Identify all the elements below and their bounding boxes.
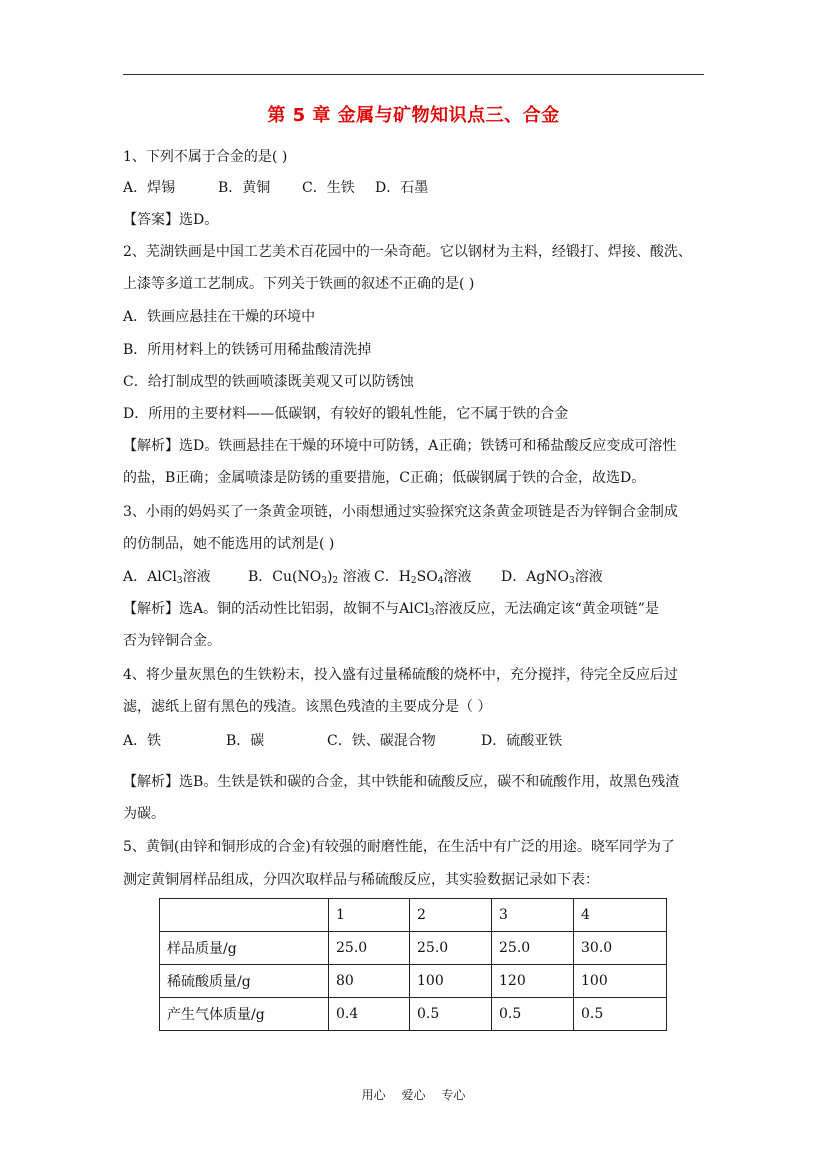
q3-option-d: D．AgNO$_3$溶液 bbox=[501, 569, 603, 586]
q1-option-d: D．石墨 bbox=[375, 180, 429, 196]
q3-option-b: B．$Cu(NO_3)_2$ 溶液 bbox=[248, 569, 371, 586]
table-cell: 样品质量/g bbox=[160, 932, 329, 965]
q2-stem-line2: 上漆等多道工艺制成。下列关于铁画的叙述不正确的是( ) bbox=[123, 276, 475, 292]
table-cell: 25.0 bbox=[492, 932, 574, 965]
footer-text: 爱心 bbox=[401, 1088, 426, 1102]
table-cell: 3 bbox=[492, 899, 574, 932]
table-cell: 120 bbox=[492, 965, 574, 998]
table-cell: 25.0 bbox=[329, 932, 410, 965]
table-cell: 0.4 bbox=[329, 998, 410, 1031]
q4-analysis-line1: 【解析】选B。生铁是铁和碳的合金，其中铁能和硫酸反应，碳不和硫酸作用，故黑色残渣 bbox=[123, 774, 680, 790]
q2-option-b: B．所用材料上的铁锈可用稀盐酸清洗掉 bbox=[123, 342, 372, 358]
q3-option-c: C．$H_2SO_4$溶液 bbox=[374, 569, 472, 586]
q3-analysis-line2: 否为锌铜合金。 bbox=[123, 633, 221, 649]
table-header-row bbox=[160, 899, 667, 932]
experiment-data-table bbox=[159, 898, 667, 1031]
q1-stem: 1、下列不属于合金的是( ) bbox=[123, 149, 288, 165]
q3-options bbox=[123, 568, 723, 586]
table-cell: 产生气体质量/g bbox=[160, 998, 329, 1031]
q3-stem-line1: 3、小雨的妈妈买了一条黄金项链，小雨想通过实验探究这条黄金项链是否为锌铜合金制成 bbox=[123, 504, 678, 520]
table-cell: 100 bbox=[410, 965, 492, 998]
table-cell: 0.5 bbox=[410, 998, 492, 1031]
table-row bbox=[160, 998, 667, 1031]
table-cell: 100 bbox=[574, 965, 667, 998]
q1-options bbox=[123, 179, 723, 197]
page-title: 第 5 章 金属与矿物知识点三、合金 bbox=[267, 105, 560, 126]
page-footer bbox=[0, 1086, 827, 1103]
table-row bbox=[160, 932, 667, 965]
q2-analysis-line2: 的盐，B正确；金属喷漆是防锈的重要措施，C正确；低碳钢属于铁的合金，故选D。 bbox=[123, 470, 646, 486]
q2-option-d: D．所用的主要材料——低碳钢，有较好的锻轧性能，它不属于铁的合金 bbox=[123, 406, 569, 422]
q4-options bbox=[123, 732, 723, 750]
table-cell: 30.0 bbox=[574, 932, 667, 965]
table-cell: 80 bbox=[329, 965, 410, 998]
q4-option-c: C．铁、碳混合物 bbox=[327, 733, 436, 749]
q1-option-b: B．黄铜 bbox=[218, 180, 271, 196]
q3-stem-line2: 的仿制品，她不能选用的试剂是( ) bbox=[123, 536, 335, 552]
q1-option-c: C．生铁 bbox=[302, 180, 355, 196]
footer-text: 专心 bbox=[441, 1088, 466, 1102]
q4-option-d: D．硫酸亚铁 bbox=[481, 733, 563, 749]
q5-stem-line1: 5、黄铜(由锌和铜形成的合金)有较强的耐磨性能，在生活中有广泛的用途。晓军同学为了 bbox=[123, 839, 675, 855]
q4-analysis-line2: 为碳。 bbox=[123, 806, 165, 822]
q4-stem-line2: 滤，滤纸上留有黑色的残渣。该黑色残渣的主要成分是（ ） bbox=[123, 699, 492, 715]
q4-stem-line1: 4、将少量灰黑色的生铁粉末，投入盛有过量稀硫酸的烧杯中，充分搅拌，待完全反应后过 bbox=[123, 667, 678, 683]
table-cell: 稀硫酸质量/g bbox=[160, 965, 329, 998]
q2-option-c: C．给打制成型的铁画喷漆既美观又可以防锈蚀 bbox=[123, 374, 414, 390]
header-rule bbox=[123, 74, 704, 75]
footer-text: 用心 bbox=[361, 1088, 386, 1102]
table-row bbox=[160, 965, 667, 998]
q3-analysis-line1: 【解析】选A。铜的活动性比铝弱，故铜不与AlCl$_3$溶液反应，无法确定该“黄金项链”是 bbox=[123, 601, 659, 618]
table-cell: 0.5 bbox=[574, 998, 667, 1031]
q2-stem-line1: 2、芜湖铁画是中国工艺美术百花园中的一朵奇葩。它以钢材为主料，经锻打、焊接、酸洗、 bbox=[123, 244, 692, 260]
q1-answer: 【答案】选D。 bbox=[123, 212, 219, 228]
table-cell: 25.0 bbox=[410, 932, 492, 965]
table-cell bbox=[160, 899, 329, 932]
q2-analysis-line1: 【解析】选D。铁画悬挂在干燥的环境中可防锈，A正确；铁锈可和稀盐酸反应变成可溶性 bbox=[123, 438, 677, 454]
q4-option-a: A．铁 bbox=[123, 733, 162, 749]
q3-option-a: A．AlCl$_3$溶液 bbox=[123, 569, 211, 586]
table-cell: 0.5 bbox=[492, 998, 574, 1031]
q5-stem-line2: 测定黄铜屑样品组成，分四次取样品与稀硫酸反应，其实验数据记录如下表： bbox=[123, 872, 599, 888]
table-cell: 4 bbox=[574, 899, 667, 932]
table-cell: 1 bbox=[329, 899, 410, 932]
table-cell: 2 bbox=[410, 899, 492, 932]
q4-option-b: B．碳 bbox=[226, 733, 265, 749]
q1-option-a: A．焊锡 bbox=[123, 180, 176, 196]
q2-option-a: A．铁画应悬挂在干燥的环境中 bbox=[123, 309, 316, 325]
